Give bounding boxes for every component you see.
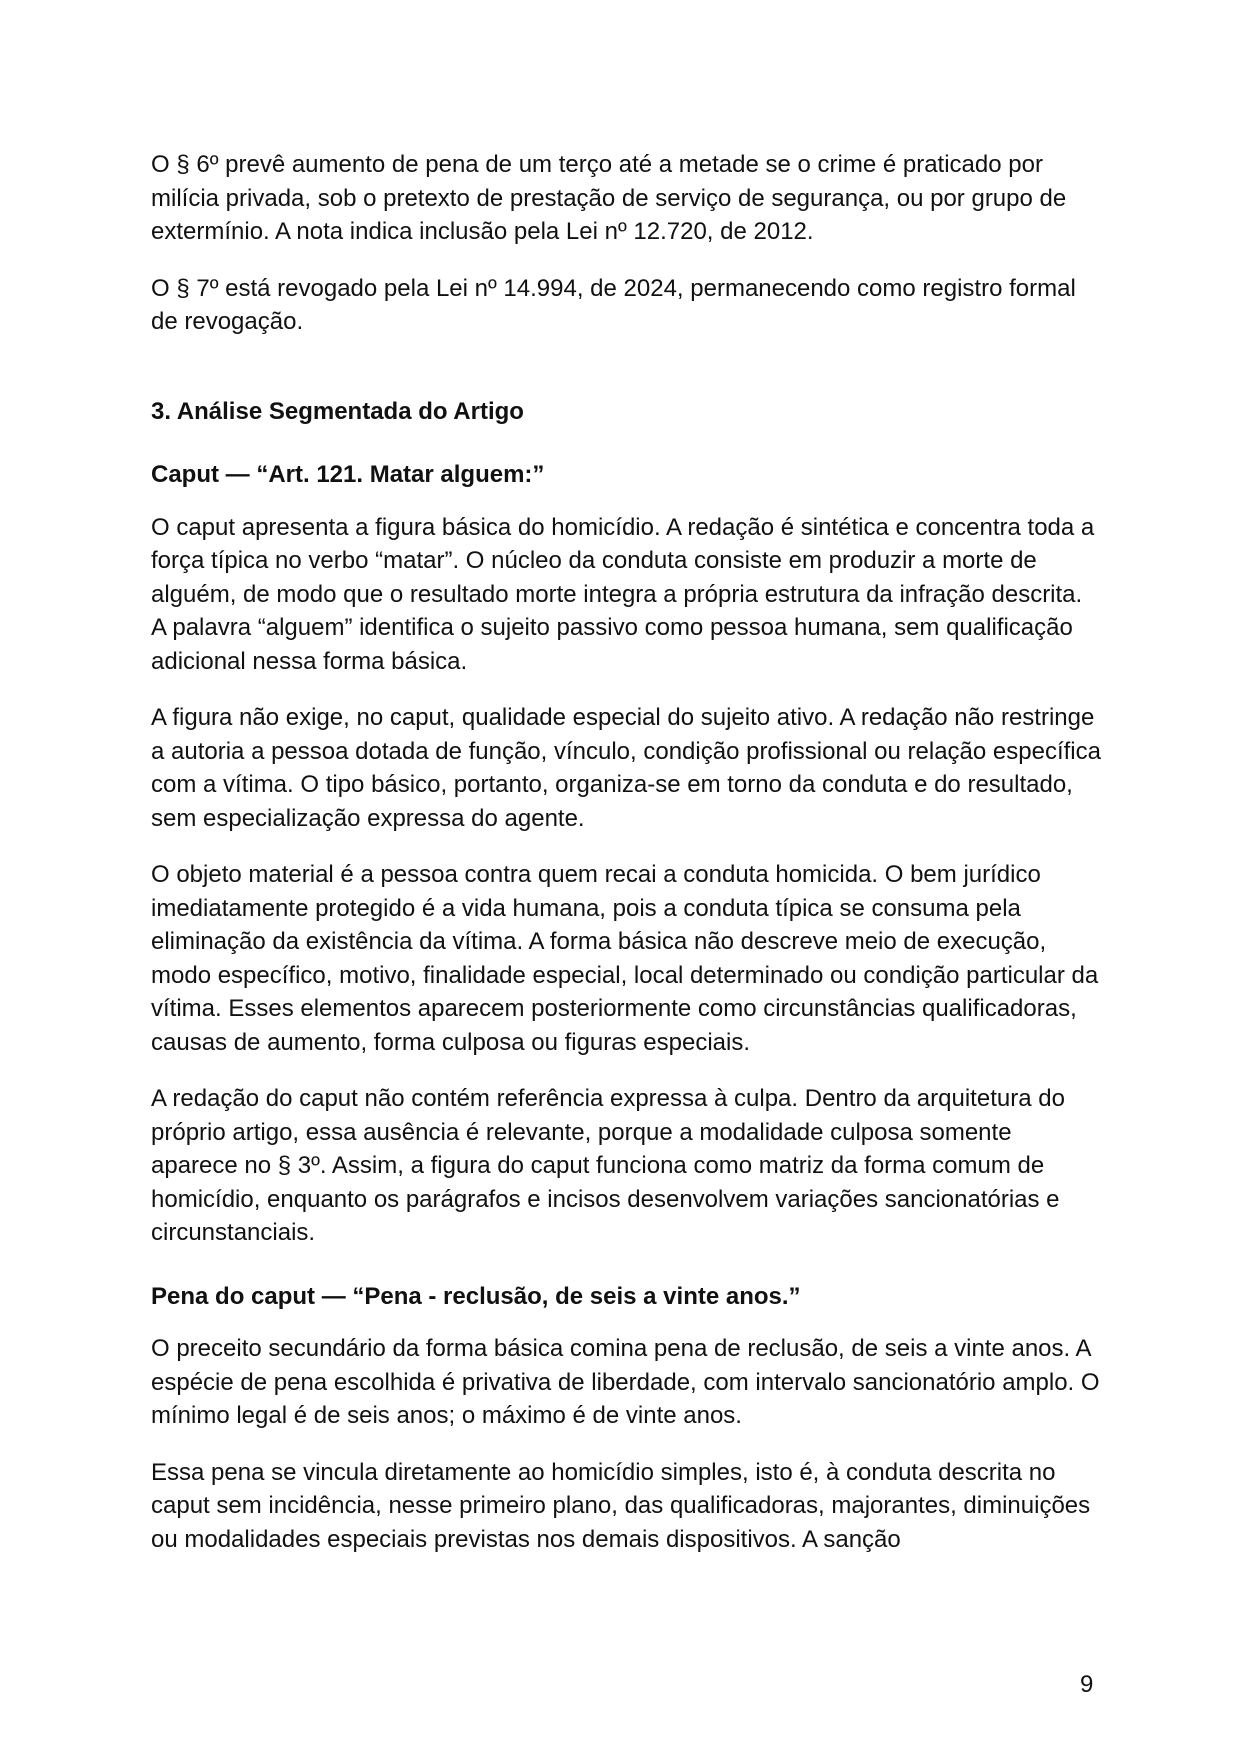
paragraph-par7-text: O § 7º está revogado pela Lei nº 14.994, de 2024, permanecendo como registro formal de revogação. bbox=[151, 274, 1076, 335]
paragraph-par7 bbox=[151, 272, 1101, 339]
paragraph-pena-1: O preceito secundário da forma básica comina pena de reclusão, de seis a vinte anos. A espécie de pena escolhida é privativa de liberdade, com intervalo sancionatório amplo. O mínimo legal é de seis anos; o máximo é de vinte anos. bbox=[151, 1335, 1100, 1429]
paragraph-caput-4: A redação do caput não contém referência expressa à culpa. Dentro da arquitetura do próprio artigo, essa ausência é relevante, porque a modalidade culposa somente aparece no § 3º. Assim, a figura do caput funciona como matriz da forma comum de homicídio, enquanto os parágrafos e incisos desenvolvem variações sancionatórias e circunstanciais. bbox=[151, 1085, 1065, 1246]
paragraph-par6-text: O § 6º prevê aumento de pena de um terço até a metade se o crime é praticado por milícia privada, sob o pretexto de prestação de serviço de segurança, ou por grupo de extermínio. A nota indica inclusão pela Lei nº 12.720, de 2012. bbox=[151, 151, 1067, 245]
section-heading: 3. Análise Segmentada do Artigo bbox=[151, 397, 524, 425]
subheading-caput: Caput — “Art. 121. Matar alguem:” bbox=[151, 461, 545, 488]
page-body bbox=[151, 148, 1101, 1579]
paragraph-pena-2: Essa pena se vincula diretamente ao homicídio simples, isto é, à conduta descrita no caput sem incidência, nesse primeiro plano, das qualificadoras, majorantes, diminuições ou modalidades especiais previstas nos demais dispositivos. A sanção bbox=[151, 1458, 1091, 1553]
paragraph-caput-2: A figura não exige, no caput, qualidade especial do sujeito ativo. A redação não restringe a autoria a pessoa dotada de função, vínculo, condição profissional ou relação específica com a vítima. O tipo básico, portanto, organiza-se em torno da conduta e do resultado, sem especialização expressa do agente. bbox=[151, 704, 1101, 832]
subheading-pena: Pena do caput — “Pena - reclusão, de seis a vinte anos.” bbox=[151, 1282, 801, 1310]
page-number: 9 bbox=[1080, 1671, 1094, 1698]
paragraph-par6 bbox=[151, 148, 1101, 249]
paragraph-caput-1: O caput apresenta a figura básica do homicídio. A redação é sintética e concentra toda a força típica no verbo “matar”. O núcleo da conduta consiste em produzir a morte de alguém, de modo que o resultado morte integra a própria estrutura da infração descrita. A palavra “alguem” identifica o sujeito passivo como pessoa humana, sem qualificação adicional nessa forma básica. bbox=[151, 513, 1095, 675]
paragraph-caput-3: O objeto material é a pessoa contra quem recai a conduta homicida. O bem jurídico imediatamente protegido é a vida humana, pois a conduta típica se consuma pela eliminação da existência da vítima. A forma básica não descreve meio de execução, modo específico, motivo, finalidade especial, local determinado ou condição particular da vítima. Esses elementos aparecem posteriormente como circunstâncias qualificadoras, causas de aumento, forma culposa ou figuras especiais. bbox=[151, 861, 1099, 1056]
